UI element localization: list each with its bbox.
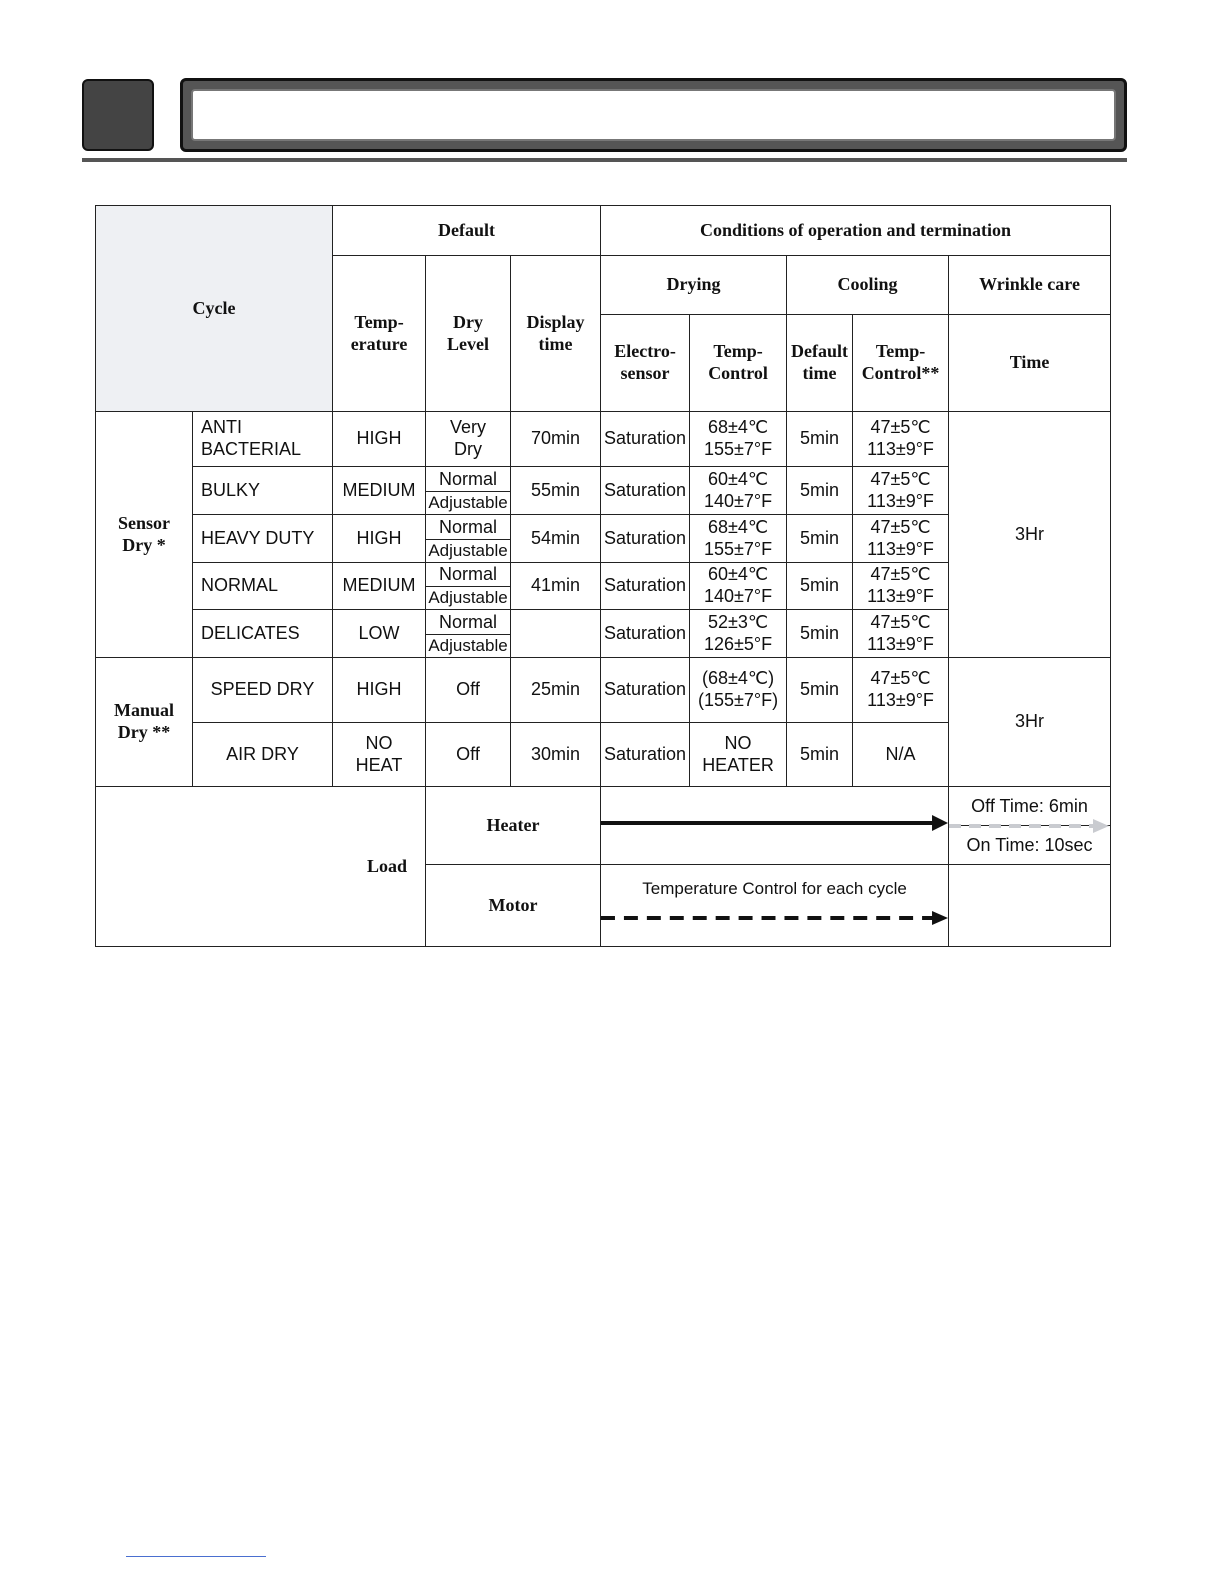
cycle-temp-control: 60±4℃ 140±7°F	[690, 467, 787, 515]
cycle-dry-level: Normal Adjustable	[426, 467, 511, 515]
header-rule	[82, 158, 1127, 162]
heater-arrow-cell	[601, 787, 949, 865]
cycle-dry-level: Normal Adjustable	[426, 610, 511, 658]
cycle-display-time: 70min	[511, 412, 601, 467]
cycle-temp-control: NO HEATER	[690, 723, 787, 787]
cycle-default-time: 5min	[787, 610, 853, 658]
cycle-temp-control: 60±4℃ 140±7°F	[690, 563, 787, 610]
cycle-sensor: Saturation	[601, 467, 690, 515]
cycle-default-time: 5min	[787, 515, 853, 563]
section-title-bar	[180, 78, 1127, 152]
motor-empty-cell	[949, 865, 1111, 947]
cycle-temp-control-2: 47±5℃ 113±9°F	[853, 610, 949, 658]
load-motor: Motor	[426, 865, 601, 947]
cycle-name: BULKY	[193, 467, 333, 515]
cycle-display-time: 55min	[511, 467, 601, 515]
motor-dashed-arrow	[601, 909, 948, 927]
cycle-default-time: 5min	[787, 467, 853, 515]
cycle-temp-control-2: 47±5℃ 113±9°F	[853, 412, 949, 467]
cycle-temp: HIGH	[333, 412, 426, 467]
cycle-default-time: 5min	[787, 563, 853, 610]
load-label: Load	[96, 787, 426, 947]
cycle-name: DELICATES	[193, 610, 333, 658]
cycle-temp-control: 68±4℃ 155±7°F	[690, 412, 787, 467]
cycle-sensor: Saturation	[601, 723, 690, 787]
cycle-dry-level: Off	[426, 658, 511, 723]
cycle-name: ANTI BACTERIAL	[193, 412, 333, 467]
cycle-display-time	[511, 610, 601, 658]
header-drying: Drying	[601, 256, 787, 315]
cycle-name: SPEED DRY	[193, 658, 333, 723]
header-temperature: Temp- erature	[333, 256, 426, 412]
header-electro-sensor: Electro- sensor	[601, 315, 690, 412]
header-temp-control-2: Temp- Control**	[853, 315, 949, 412]
cycle-temp-control: 52±3℃ 126±5°F	[690, 610, 787, 658]
cycle-dry-level: Off	[426, 723, 511, 787]
cycle-display-time: 30min	[511, 723, 601, 787]
heater-wrinkle-cell	[949, 787, 1111, 865]
group-sensor-dry: Sensor Dry *	[96, 412, 193, 658]
header-wrinkle-care: Wrinkle care	[949, 256, 1111, 315]
cycle-sensor: Saturation	[601, 412, 690, 467]
cycle-dry-level: Normal Adjustable	[426, 515, 511, 563]
cycle-temp-control-2: N/A	[853, 723, 949, 787]
cycle-default-time: 5min	[787, 412, 853, 467]
sensor-wrinkle-time: 3Hr	[949, 412, 1111, 658]
cycle-temp-control-2: 47±5℃ 113±9°F	[853, 467, 949, 515]
motor-arrow-cell	[601, 865, 949, 947]
cycle-temp: MEDIUM	[333, 563, 426, 610]
cycle-sensor: Saturation	[601, 658, 690, 723]
header-time: Time	[949, 315, 1111, 412]
header-default: Default	[333, 206, 601, 256]
cycle-name: AIR DRY	[193, 723, 333, 787]
header-default-time: Default time	[787, 315, 853, 412]
dryer-cycle-table	[95, 205, 1111, 947]
cycle-temp: HIGH	[333, 515, 426, 563]
header-conditions: Conditions of operation and termination	[601, 206, 1111, 256]
heater-dashed-arrow	[949, 818, 1109, 834]
load-heater: Heater	[426, 787, 601, 865]
cycle-name: NORMAL	[193, 563, 333, 610]
cycle-temp: MEDIUM	[333, 467, 426, 515]
on-time: On Time: 10sec	[966, 835, 1093, 855]
cycle-display-time: 41min	[511, 563, 601, 610]
cycle-default-time: 5min	[787, 723, 853, 787]
off-time: Off Time: 6min	[949, 787, 1110, 826]
cycle-temp-control: 68±4℃ 155±7°F	[690, 515, 787, 563]
header-temp-control: Temp- Control	[690, 315, 787, 412]
cycle-sensor: Saturation	[601, 610, 690, 658]
header-dry-level: Dry Level	[426, 256, 511, 412]
cycle-temp-control: (68±4℃) (155±7°F)	[690, 658, 787, 723]
cycle-temp-control-2: 47±5℃ 113±9°F	[853, 563, 949, 610]
header-display-time: Display time	[511, 256, 601, 412]
group-manual-dry: Manual Dry **	[96, 658, 193, 787]
cycle-default-time: 5min	[787, 658, 853, 723]
cycle-temp: NO HEAT	[333, 723, 426, 787]
cycle-sensor: Saturation	[601, 563, 690, 610]
cycle-temp-control-2: 47±5℃ 113±9°F	[853, 515, 949, 563]
manual-wrinkle-time: 3Hr	[949, 658, 1111, 787]
cycle-display-time: 54min	[511, 515, 601, 563]
cycle-name: HEAVY DUTY	[193, 515, 333, 563]
cycle-temp-control-2: 47±5℃ 113±9°F	[853, 658, 949, 723]
cycle-display-time: 25min	[511, 658, 601, 723]
cycle-dry-level: Normal Adjustable	[426, 563, 511, 610]
heater-arrow	[601, 803, 948, 843]
footer-link-line	[126, 1556, 266, 1557]
section-number-box	[82, 79, 154, 151]
cycle-temp: HIGH	[333, 658, 426, 723]
header-cycle: Cycle	[96, 206, 333, 412]
cycle-sensor: Saturation	[601, 515, 690, 563]
header-cooling: Cooling	[787, 256, 949, 315]
cycle-temp: LOW	[333, 610, 426, 658]
cycle-dry-level: Very Dry	[426, 412, 511, 467]
temperature-control-note: Temperature Control for each cycle	[642, 878, 907, 898]
